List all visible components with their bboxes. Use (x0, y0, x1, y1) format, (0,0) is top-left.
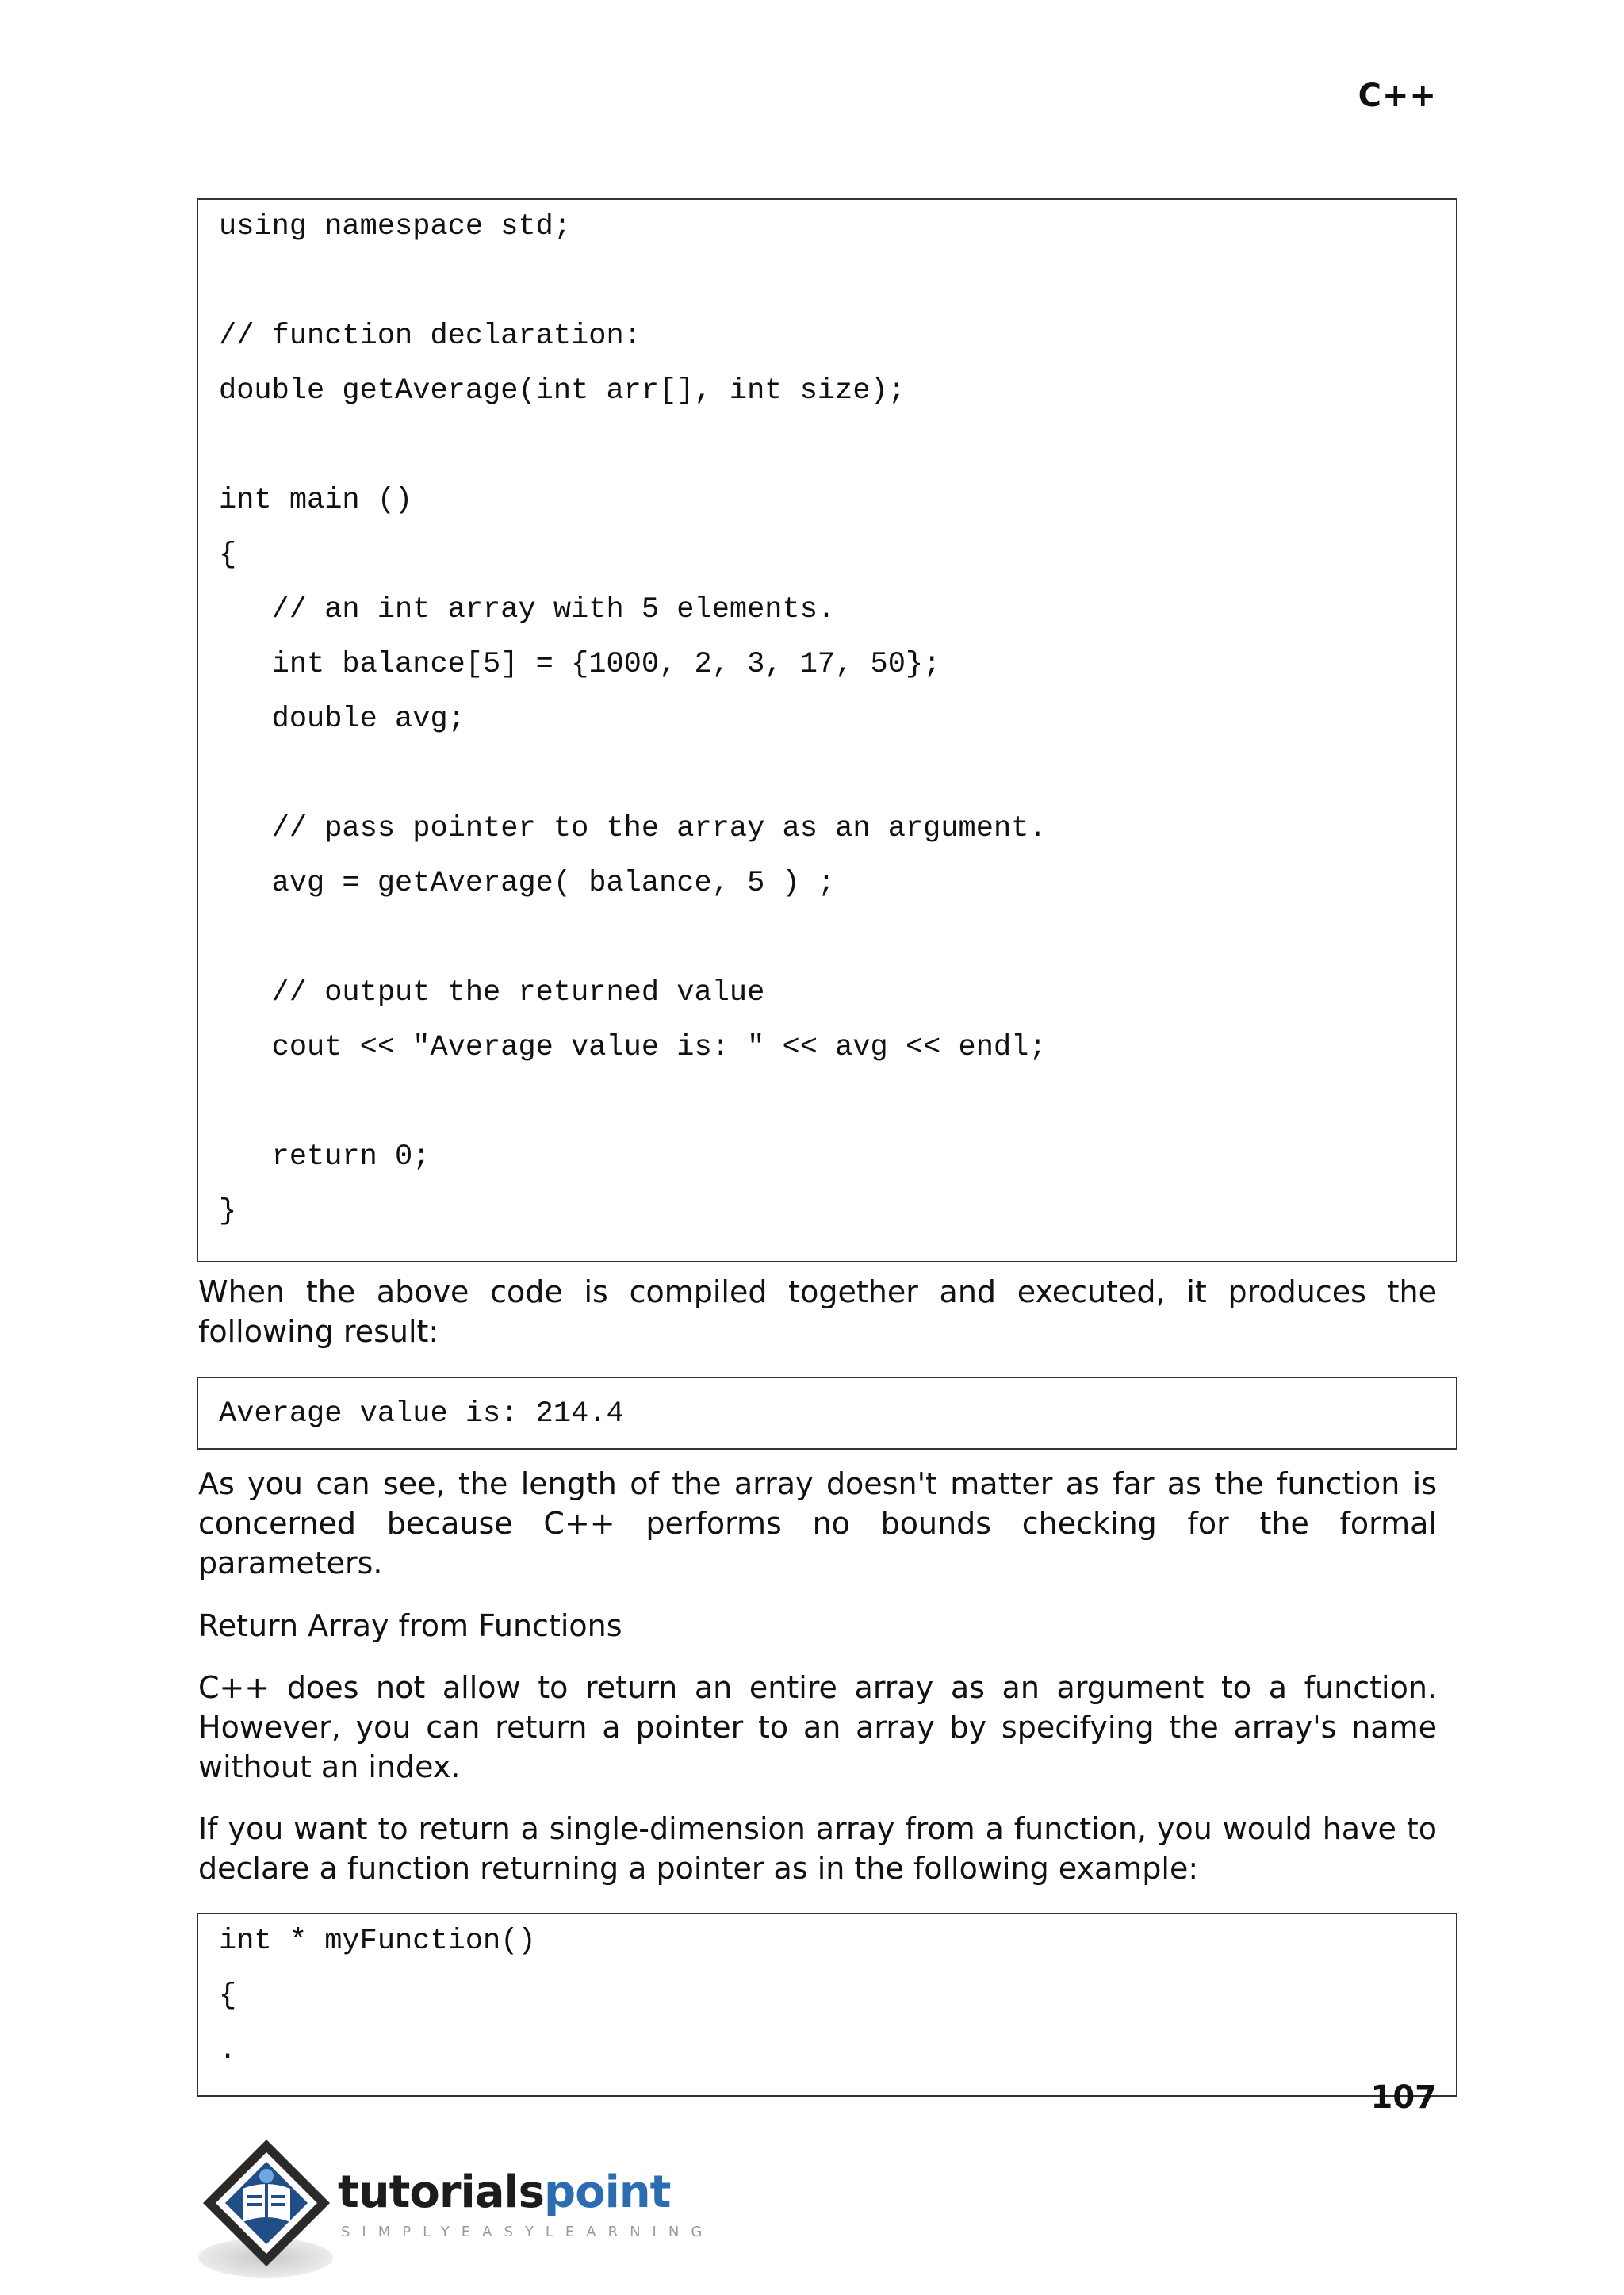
section-heading: Return Array from Functions (198, 1608, 622, 1643)
code-line (219, 1075, 1435, 1130)
logo-wordmark (338, 2167, 670, 2218)
paragraph-result-intro: When the above code is compiled together and executed, it produces the following result: (198, 1274, 1437, 1349)
header-title: C++ (1358, 78, 1437, 114)
code-line: // function declaration: (219, 320, 642, 353)
code-lines (219, 200, 1435, 1239)
code-line: { (219, 538, 237, 572)
code-line: using namespace std; (219, 210, 572, 243)
code-block-example (197, 1913, 1457, 2097)
code-line (219, 911, 1435, 966)
logo-tagline: SIMPLYEASYLEARNING (341, 2224, 714, 2240)
output-line: Average value is: 214.4 (219, 1397, 624, 1431)
output-block (197, 1377, 1457, 1450)
logo-word-point: point (544, 2167, 671, 2218)
code-line: int * myFunction() (219, 1925, 536, 1958)
code-line: double avg; (219, 703, 465, 736)
code-line: } (219, 1195, 237, 1228)
paragraph-return-array: C++ does not allow to return an entire array as an argument to a function. However, you can return a pointer to an array by specifying the array's name without an index. (198, 1670, 1437, 1784)
code-line: // an int array with 5 elements. (219, 593, 836, 626)
code-line: return 0; (219, 1140, 431, 1174)
code-line: cout << "Average value is: " << avg << endl; (219, 1031, 1047, 1064)
code-line: int main () (219, 484, 413, 517)
paragraph-bounds-note: As you can see, the length of the array doesn't matter as far as the function is concerned because C++ performs no bounds checking for the formal parameters. (198, 1466, 1437, 1580)
tutorialspoint-logo-icon (195, 2133, 338, 2276)
code-line: double getAverage(int arr[], int size); (219, 374, 906, 408)
code-line: // output the returned value (219, 976, 765, 1010)
code-line (219, 747, 1435, 802)
tutorialspoint-logo (195, 2133, 714, 2284)
page-number: 107 (1370, 2079, 1437, 2116)
code-line: avg = getAverage( balance, 5 ) ; (219, 867, 836, 900)
code-line: . (219, 2034, 237, 2067)
logo-word-tutorials: tutorials (338, 2167, 545, 2218)
code-line (219, 255, 1435, 309)
code-line (219, 419, 1435, 473)
code-line: // pass pointer to the array as an argument. (219, 812, 1047, 845)
code-block-main (197, 198, 1457, 1262)
paragraph-single-dimension: If you want to return a single-dimension array from a function, you would have to declare a function returning a pointer as in the following example: (198, 1811, 1437, 1886)
code-line: int balance[5] = {1000, 2, 3, 17, 50}; (219, 648, 941, 681)
code-line: { (219, 1979, 237, 2013)
